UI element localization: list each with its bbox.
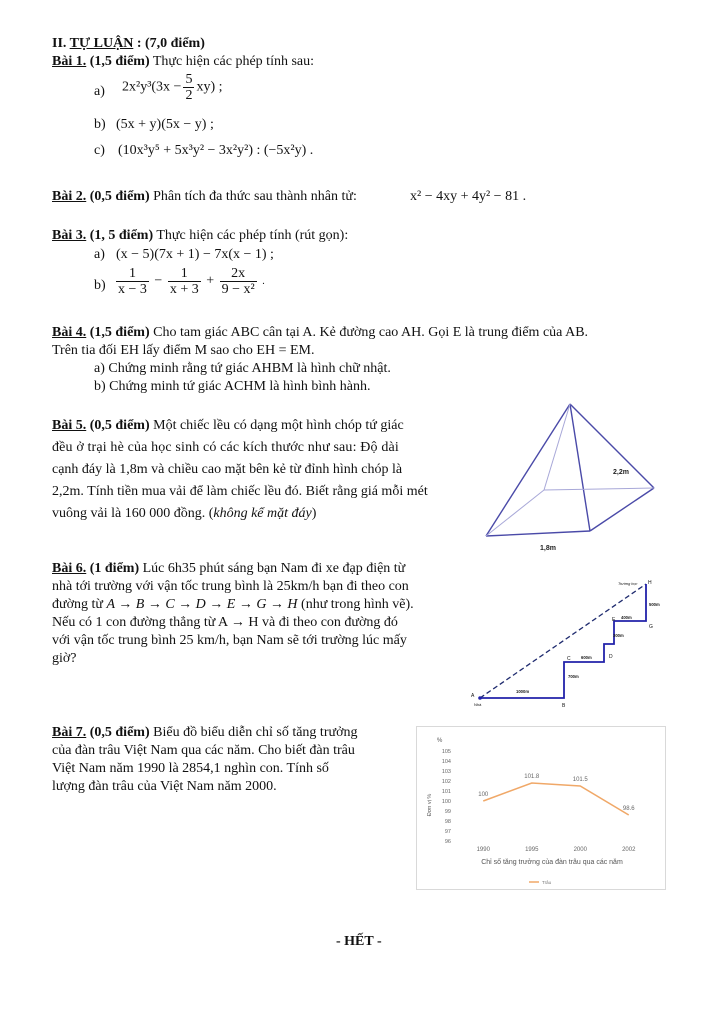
bai5-line5: vuông vải là 160 000 đồng. (không kể mặt đáy) xyxy=(52,506,317,521)
route-label-d: D xyxy=(609,654,613,660)
bai4-part-b: b) Chứng minh tứ giác ACHM là hình bình hành. xyxy=(94,379,371,394)
chart-x-tick-label: 2000 xyxy=(573,847,587,853)
bai3-a-label: a) xyxy=(94,247,105,262)
route-label-e: E xyxy=(612,617,616,623)
bai4-line1: Bài 4. (1,5 điểm) Cho tam giác ABC cân tại A. Kẻ đường cao AH. Gọi E là trung điểm của AB. xyxy=(52,325,589,340)
bai7-line1: Bài 7. (0,5 điểm) Biểu đồ biểu diễn chỉ số tăng trưởng xyxy=(52,725,358,740)
chart-data-label: 101.8 xyxy=(524,774,540,780)
bai4-line2: Trên tia đối EH lấy điểm M sao cho EH = EM. xyxy=(52,343,315,358)
bai5-line1: Bài 5. (0,5 điểm) Một chiếc lều có dạng một hình chóp tứ giác xyxy=(52,418,404,433)
bai1-c-expr: (10x³y⁵ + 5x³y² − 3x²y²) : (−5x²y) . xyxy=(118,143,314,158)
chart-data-labels xyxy=(478,774,635,812)
chart-unit-label: % xyxy=(437,738,443,744)
bai6-line6: giờ? xyxy=(52,651,77,666)
chart-y-tick-label: 99 xyxy=(444,809,451,815)
chart-y-tick-label: 105 xyxy=(441,749,451,755)
bai7-line4: lượng đàn trâu của Việt Nam năm 2000. xyxy=(52,779,277,794)
bai7-line3: Việt Nam năm 1990 là 2854,1 nghìn con. Tính số xyxy=(52,761,329,776)
chart-x-tick-label: 1995 xyxy=(525,847,539,853)
bai6-line5: với vận tốc trung bình 25 km/h, bạn Nam sẽ tới trường lúc mấy xyxy=(52,633,407,648)
bai5-line2: đều ở trại hè của học sinh có các kích thước như sau: Độ dài xyxy=(52,440,399,455)
route-label-b: B xyxy=(562,703,566,709)
fraction-1: $\frac{1}{x - 3}$ xyxy=(118,266,147,297)
route-dist-de: 300m xyxy=(613,633,624,638)
chart-y-ticks xyxy=(442,749,451,845)
route-dist-eg: 400m xyxy=(621,615,632,620)
fraction-2: $\frac{1}{x + 3}$ xyxy=(169,266,199,297)
bai3-b-label: b) xyxy=(94,278,106,293)
chart-y-tick-label: 98 xyxy=(444,819,451,825)
bai5-line4: 2,2m. Tính tiền mua vải để làm chiếc lều đó. Biết rằng giá mỗi mét xyxy=(52,484,428,499)
chart-data-label: 100 xyxy=(478,792,489,798)
bai3-header: Bài 3. (1, 5 điểm) Thực hiện các phép tính (rút gọn): xyxy=(52,228,349,243)
chart-y-tick-label: 102 xyxy=(441,779,451,785)
bai2-expr: x² − 4xy + 4y² − 81 . xyxy=(410,189,527,204)
bai1-a-expr: 2x²y³(3x − $\frac{5}{2}$ xy) ; xyxy=(122,72,223,103)
chart-x-ticks xyxy=(477,847,637,853)
footer-end-mark: - HẾT - xyxy=(336,934,382,949)
route-label-g: G xyxy=(649,624,653,630)
bai6-line1: Bài 6. (1 điểm) Lúc 6h35 phút sáng bạn Nam đi xe đạp điện từ xyxy=(52,561,406,576)
bai1-b-label: b) xyxy=(94,117,106,132)
bai6-line3: đường từ A → B → C → D → E → G → H (như trong hình vẽ). xyxy=(52,597,414,612)
bai1-b-expr: (5x + y)(5x − y) ; xyxy=(116,117,214,132)
chart-title: Chỉ số tăng trưởng của đàn trâu qua các năm xyxy=(481,859,623,866)
chart-y-tick-label: 100 xyxy=(441,799,451,805)
route-dist-bc: 700m xyxy=(568,674,579,679)
bai1-header: Bài 1. (1,5 điểm) Thực hiện các phép tính sau: xyxy=(52,54,315,69)
chart-x-tick-label: 1990 xyxy=(476,847,490,853)
route-label-home: Nhà xyxy=(474,702,482,707)
route-figure xyxy=(466,574,676,710)
bai3-b-expr: $\frac{1}{x - 3}$ − $\frac{1}{x + 3}$ + $\frac{2x}{\text{9 − x²}}$ . xyxy=(118,266,265,297)
chart-y-label: Đơn vị % xyxy=(427,793,433,817)
chart-x-tick-label: 2002 xyxy=(622,847,636,853)
growth-chart xyxy=(416,726,666,890)
fraction-3: $\frac{2x}{\text{9 − x²}}$ xyxy=(221,266,255,297)
bai6-line4: Nếu có 1 con đường thẳng từ A → H và đi theo con đường đó xyxy=(52,615,398,630)
chart-y-tick-label: 97 xyxy=(444,829,451,835)
route-dist-cd: 600m xyxy=(581,655,592,660)
chart-y-tick-label: 103 xyxy=(441,769,451,775)
chart-data-label: 101.5 xyxy=(572,777,588,783)
route-dist-ab: 1000m xyxy=(516,689,530,694)
pyramid-base-label: 1,8m xyxy=(540,545,556,552)
chart-y-tick-label: 104 xyxy=(441,759,451,765)
section-title: II. TỰ LUẬN : (7,0 điểm) xyxy=(52,36,205,51)
bai3-a-expr: (x − 5)(7x + 1) − 7x(x − 1) ; xyxy=(116,247,274,262)
bai1-c-label: c) xyxy=(94,143,105,158)
route-label-h: H xyxy=(648,580,652,586)
route-dist-gh: 500m xyxy=(649,602,660,607)
bai2-header: Bài 2. (0,5 điểm) Phân tích đa thức sau thành nhân tử: xyxy=(52,189,357,204)
chart-y-tick-label: 101 xyxy=(441,789,451,795)
route-label-a: A xyxy=(471,693,475,699)
route-label-c: C xyxy=(567,656,571,662)
bai4-part-a: a) Chứng minh rằng tứ giác AHBM là hình chữ nhật. xyxy=(94,361,391,376)
bai7-line2: của đàn trâu Việt Nam qua các năm. Cho biết đàn trâu xyxy=(52,743,355,758)
chart-series-line xyxy=(483,783,629,815)
bai5-line3: cạnh đáy là 1,8m và chiều cao mặt bên kẻ từ đỉnh hình chóp là xyxy=(52,462,403,477)
bai1-a-label: a) xyxy=(94,84,105,99)
route-label-school: Trường học xyxy=(618,582,638,586)
pyramid-slant-label: 2,2m xyxy=(613,469,629,476)
chart-legend-label: Trâu xyxy=(542,880,552,885)
chart-y-tick-label: 96 xyxy=(444,839,451,845)
chart-data-label: 98.6 xyxy=(622,806,635,812)
pyramid-figure xyxy=(478,398,668,556)
bai6-line2: nhà tới trường với vận tốc trung bình là 25km/h bạn đi theo con xyxy=(52,579,409,594)
